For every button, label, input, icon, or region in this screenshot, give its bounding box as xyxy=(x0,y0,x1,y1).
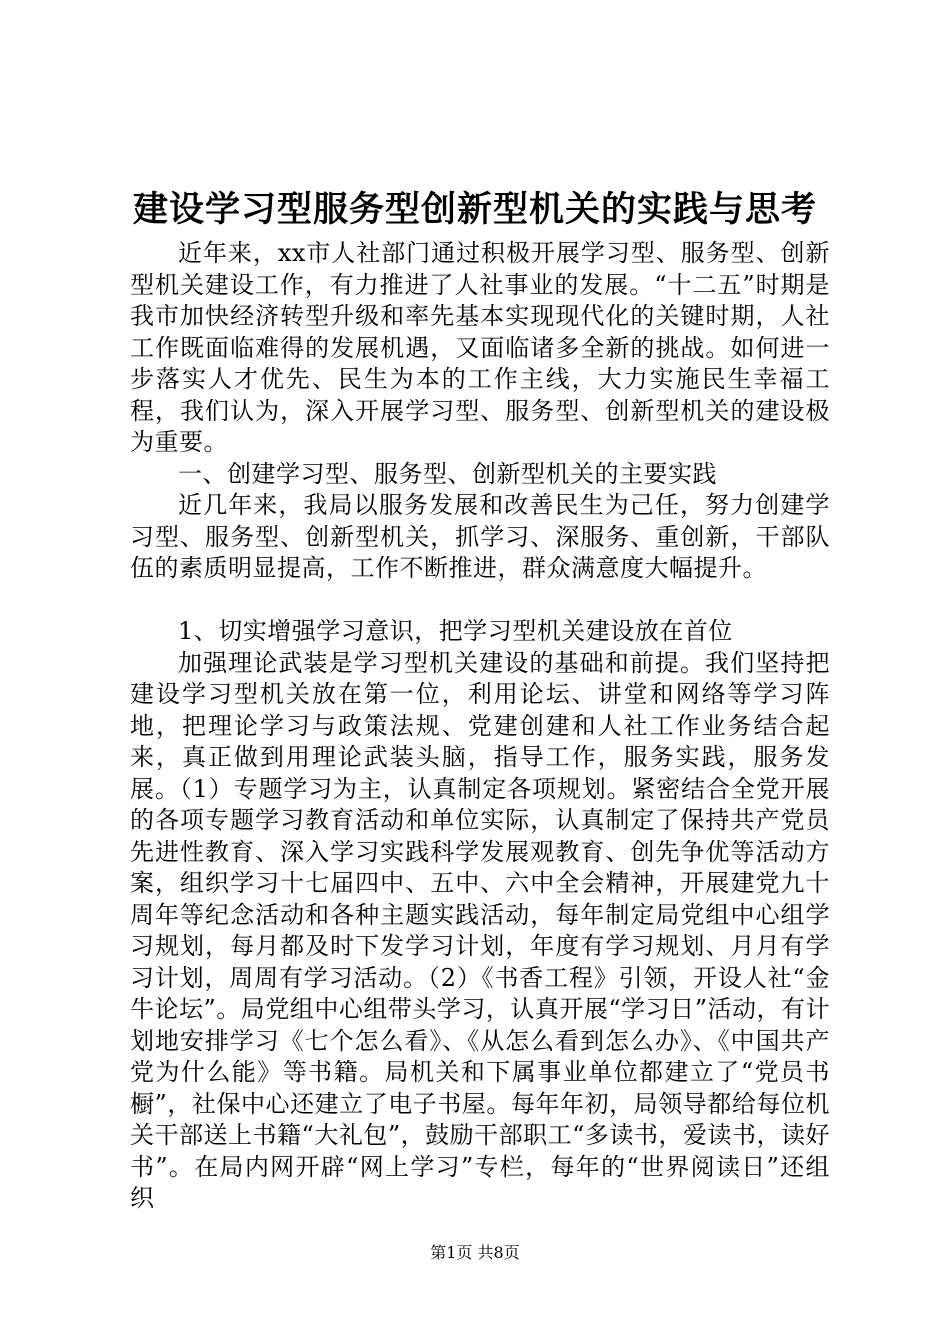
document-body xyxy=(130,238,830,1215)
document-title: 建设学习型服务型创新型机关的实践与思考 xyxy=(132,189,817,230)
subsection-heading-1: 1、切实增强学习意识，把学习型机关建设放在首位 xyxy=(178,617,733,645)
page-number-footer: 第1页 共8页 xyxy=(430,1243,520,1262)
paragraph-intro: 近年来，xx市人社部门通过积极开展学习型、服务型、创新型机关建设工作，有力推进了人社事业的发展。“十二五”时期是我市加快经济转型升级和率先基本实现现代化的关键时期，人社工作既面临难得的发展机遇，又面临诸多全新的挑战。如何进一步落实人才优先、民生为本的工作主线，大力实施民生幸福工程，我们认为，深入开展学习型、服务型、创新型机关的建设极为重要。 xyxy=(130,239,830,456)
paragraph-subsection-1: 加强理论武装是学习型机关建设的基础和前提。我们坚持把建设学习型机关放在第一位，利用论坛、讲堂和网络等学习阵地，把理论学习与政策法规、党建创建和人社工作业务结合起来，真正做到用理论武装头脑，指导工作，服务实践，服务发展。（1）专题学习为主，认真制定各项规划。紧密结合全党开展的各项专题学习教育活动和单位实际，认真制定了保持共产党员先进性教育、深入学习实践科学发展观教育、创先争优等活动方案，组织学习十七届四中、五中、六中全会精神，开展建党九十周年等纪念活动和各种主题实践活动，每年制定局党组中心组学习规划，每月都及时下发学习计划，年度有学习规划、月月有学习计划，周周有学习活动。（2）《书香工程》引领，开设人社“金牛论坛”。局党组中心组带头学习，认真开展“学习日”活动，有计划地安排学习《七个怎么看》、《从怎么看到怎么办》、《中国共产党为什么能》等书籍。局机关和下属事业单位都建立了“党员书橱”，社保中心还建立了电子书屋。每年年初，局领导都给每位机关干部送上书籍“大礼包”，鼓励干部职工“多读书，爱读书，读好书”。在局内网开辟“网上学习”专栏，每年的“世界阅读日”还组织 xyxy=(130,648,830,1212)
paragraph-section-1: 近几年来，我局以服务发展和改善民生为己任，努力创建学习型、服务型、创新型机关，抓学习、深服务、重创新，干部队伍的素质明显提高，工作不断推进，群众满意度大幅提升。 xyxy=(130,491,830,582)
section-heading-1: 一、创建学习型、服务型、创新型机关的主要实践 xyxy=(178,459,717,488)
